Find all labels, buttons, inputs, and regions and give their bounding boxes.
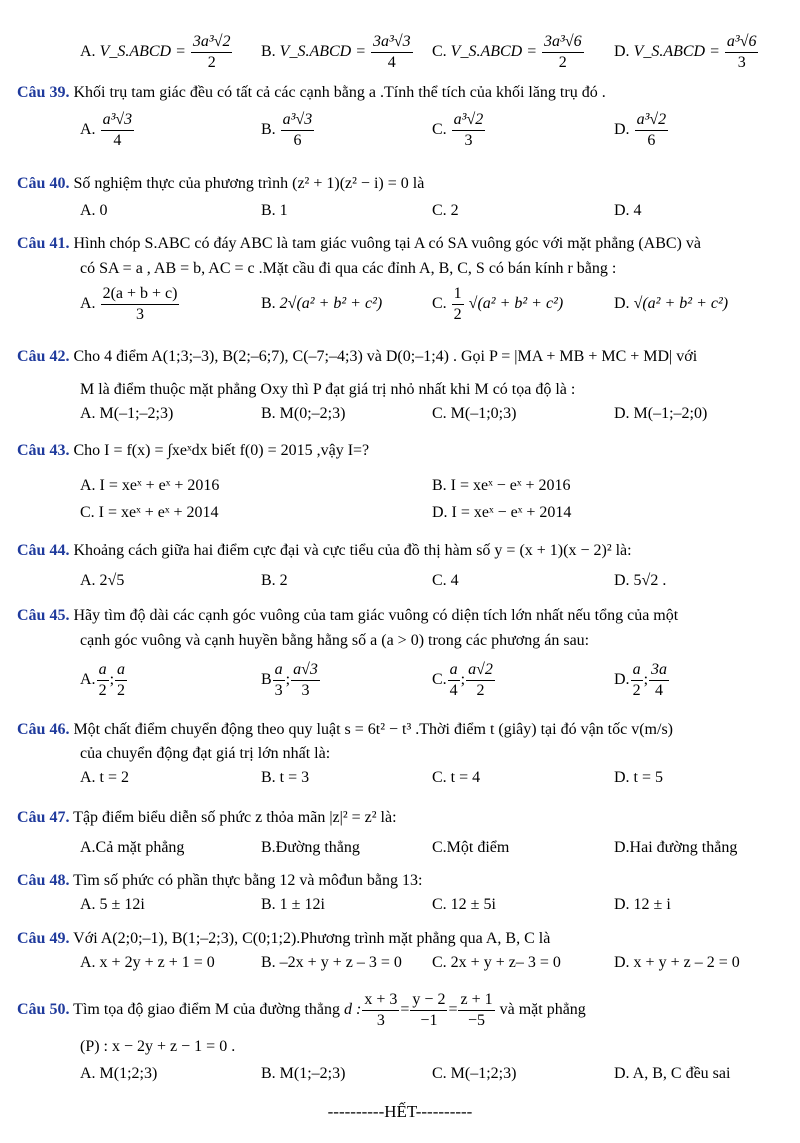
- q48-question: [17, 871, 422, 891]
- q45-a1-num: a: [97, 660, 109, 681]
- q38-option-b: [261, 32, 414, 73]
- q45-option-c: [432, 660, 496, 701]
- q42-option-c: C. M(–1;0;3): [432, 405, 517, 422]
- q42-option-a: A. M(–1;–2;3): [80, 405, 174, 422]
- q38-option-a: [80, 32, 233, 73]
- q41-option-c: [432, 284, 563, 325]
- q38-c-lhs: V_S.ABCD =: [450, 43, 538, 61]
- q38-d-den: 3: [737, 54, 746, 71]
- q38-c-den: 2: [558, 54, 567, 71]
- q41-label: Câu 41.: [17, 235, 70, 252]
- q45-b1-num: a: [273, 660, 285, 681]
- q44-option-d: D. 5√2 .: [614, 572, 667, 589]
- q50-option-c: C. M(–1;2;3): [432, 1065, 517, 1082]
- q46-question: [17, 720, 673, 740]
- q50-line-name: d :: [344, 1001, 362, 1019]
- q41-c-rest: √(a² + b² + c²): [468, 295, 564, 313]
- q43-label: Câu 43.: [17, 442, 70, 459]
- q45-a1-den: 2: [98, 682, 107, 699]
- q45-a2-num: a: [115, 660, 127, 681]
- q39-c-num: a³√2: [452, 110, 486, 131]
- q45-c1-num: a: [448, 660, 460, 681]
- q43-option-c: C. I = xeˣ + eˣ + 2014: [80, 504, 219, 521]
- q42-option-b: B. M(0;–2;3): [261, 405, 346, 422]
- q44-label: Câu 44.: [17, 542, 70, 559]
- q39-d-den: 6: [647, 132, 656, 149]
- q39-a-fraction: [101, 110, 135, 151]
- q50-text-pre: Tìm tọa độ giao điểm M của đường thẳng: [73, 1001, 341, 1019]
- q50-frac1: [362, 990, 399, 1031]
- q39-question: [17, 83, 606, 103]
- q39-a-num: a³√3: [101, 110, 135, 131]
- q43-option-b: B. I = xeˣ − eˣ + 2016: [432, 477, 571, 494]
- q41-question: [17, 234, 701, 254]
- q45-b-sep: ;: [285, 671, 291, 689]
- q38-c-num: 3a³√6: [542, 32, 584, 53]
- q40-option-b: B. 1: [261, 202, 288, 219]
- q45-a-frac2: [115, 660, 127, 701]
- q46-option-d: D. t = 5: [614, 769, 664, 786]
- q50-question: [17, 990, 586, 1031]
- q39-d-label: D.: [614, 121, 630, 139]
- q50-f3-num: z + 1: [458, 990, 494, 1011]
- q50-f1-den: 3: [376, 1012, 385, 1029]
- q44-option-c: C. 4: [432, 572, 459, 589]
- q41-line2: có SA = a , AB = b, AC = c .Mặt cầu đi qua các đỉnh A, B, C, S có bán kính r bằng :: [80, 260, 617, 277]
- q47-option-b: B.Đường thẳng: [261, 839, 360, 856]
- q48-option-d: D. 12 ± i: [614, 896, 671, 913]
- q39-option-d: [614, 110, 669, 151]
- q39-option-a: [80, 110, 135, 151]
- q46-line1: Một chất điểm chuyển động theo quy luật s = 6t² − t³ .Thời điểm t (giây) tại đó vận tốc v(m/s): [73, 721, 673, 738]
- q50-eq1: =: [400, 1001, 410, 1019]
- q50-f2-num: y − 2: [410, 990, 447, 1011]
- q49-option-d: D. x + y + z – 2 = 0: [614, 954, 740, 971]
- q45-b1-den: 3: [274, 682, 283, 699]
- q44-option-b: B. 2: [261, 572, 288, 589]
- q38-c-label: C.: [432, 43, 447, 61]
- q38-d-num: a³√6: [725, 32, 759, 53]
- q40-text: Số nghiệm thực của phương trình (z² + 1)(z² − i) = 0 là: [73, 175, 425, 192]
- q38-a-label: A.: [80, 43, 96, 61]
- q42-line2: M là điểm thuộc mặt phẳng Oxy thì P đạt giá trị nhỏ nhất khi M có tọa độ là :: [80, 381, 576, 398]
- q45-a-label: A.: [80, 671, 96, 689]
- q45-c-frac1: [448, 660, 460, 701]
- q45-d2-den: 4: [655, 682, 664, 699]
- q49-label: Câu 49.: [17, 930, 70, 947]
- q45-label: Câu 45.: [17, 607, 70, 624]
- q47-label: Câu 47.: [17, 809, 70, 826]
- q45-c2-den: 2: [476, 682, 485, 699]
- q45-d2-num: 3a: [649, 660, 669, 681]
- q46-option-c: C. t = 4: [432, 769, 481, 786]
- q39-option-b: [261, 110, 315, 151]
- q45-b2-den: 3: [301, 682, 310, 699]
- q50-eq2: =: [448, 1001, 458, 1019]
- q45-b-frac1: [273, 660, 285, 701]
- q39-c-label: C.: [432, 121, 447, 139]
- q41-b-value: 2√(a² + b² + c²): [279, 295, 383, 312]
- q38-a-den: 2: [207, 54, 216, 71]
- q44-option-a: A. 2√5: [80, 572, 125, 589]
- q42-line1: Cho 4 điểm A(1;3;–3), B(2;–6;7), C(–7;–4;3) và D(0;–1;4) . Gọi P = |MA + MB + MC + MD| với: [73, 348, 698, 365]
- q41-d-label: D.: [614, 295, 630, 312]
- q39-c-den: 3: [464, 132, 473, 149]
- q45-d1-den: 2: [632, 682, 641, 699]
- q38-b-fraction: [371, 32, 413, 73]
- q45-option-d: [614, 660, 670, 701]
- q44-question: [17, 541, 632, 561]
- q45-b-frac2: [291, 660, 320, 701]
- q38-d-fraction: [725, 32, 759, 73]
- q43-question: [17, 441, 369, 461]
- q42-question: [17, 347, 697, 367]
- q49-option-c: C. 2x + y + z– 3 = 0: [432, 954, 561, 971]
- q50-text-post: và mặt phẳng: [499, 1001, 586, 1019]
- q50-frac2: [410, 990, 447, 1031]
- q41-c-num: 1: [452, 284, 464, 305]
- q41-a-den: 3: [136, 306, 145, 323]
- q45-b-label: B: [261, 671, 272, 689]
- q39-b-fraction: [281, 110, 315, 151]
- q41-option-a: [80, 284, 180, 325]
- q39-c-fraction: [452, 110, 486, 151]
- q41-c-den: 2: [453, 306, 462, 323]
- q45-line2: cạnh góc vuông và cạnh huyền bằng hằng số a (a > 0) trong các phương án sau:: [80, 632, 590, 649]
- q39-a-label: A.: [80, 121, 96, 139]
- q38-d-label: D.: [614, 43, 630, 61]
- q39-d-fraction: [635, 110, 669, 151]
- q38-option-d: [614, 32, 759, 73]
- q48-option-b: B. 1 ± 12i: [261, 896, 325, 913]
- q40-option-a: A. 0: [80, 202, 108, 219]
- q49-question: [17, 929, 550, 949]
- q41-a-label: A.: [80, 295, 96, 313]
- q38-a-num: 3a³√2: [191, 32, 233, 53]
- q41-option-b: [261, 294, 382, 314]
- q45-d-frac2: [649, 660, 669, 701]
- q48-label: Câu 48.: [17, 872, 70, 889]
- q50-f2-den: −1: [420, 1012, 438, 1029]
- q42-label: Câu 42.: [17, 348, 70, 365]
- q38-b-den: 4: [387, 54, 396, 71]
- q46-option-b: B. t = 3: [261, 769, 310, 786]
- q45-d-label: D.: [614, 671, 630, 689]
- q46-line2: của chuyển động đạt giá trị lớn nhất là:: [80, 745, 331, 762]
- q38-a-lhs: V_S.ABCD =: [99, 43, 186, 61]
- q45-a-sep: ;: [109, 671, 115, 689]
- q45-d1-num: a: [631, 660, 643, 681]
- q38-b-label: B.: [261, 43, 276, 61]
- q44-text: Khoảng cách giữa hai điểm cực đại và cực tiểu của đồ thị hàm số y = (x + 1)(x − 2)² là:: [73, 542, 632, 559]
- q45-d-frac1: [631, 660, 643, 701]
- q38-c-fraction: [542, 32, 584, 73]
- q47-option-c: C.Một điểm: [432, 839, 510, 856]
- q39-option-c: [432, 110, 486, 151]
- q45-line1: Hãy tìm độ dài các cạnh góc vuông của tam giác vuông có diện tích lớn nhất nếu tổng của một: [73, 607, 679, 624]
- q39-b-num: a³√3: [281, 110, 315, 131]
- q39-text: Khối trụ tam giác đều có tất cả các cạnh bằng a .Tính thể tích của khối lăng trụ đó .: [73, 84, 606, 101]
- q47-question: [17, 808, 397, 828]
- q45-c2-num: a√2: [466, 660, 495, 681]
- q45-a2-den: 2: [117, 682, 126, 699]
- q45-c-sep: ;: [460, 671, 466, 689]
- q38-option-c: [432, 32, 585, 73]
- q41-c-label: C.: [432, 295, 447, 313]
- q50-line2: (P) : x − 2y + z − 1 = 0 .: [80, 1038, 236, 1055]
- q48-option-a: A. 5 ± 12i: [80, 896, 145, 913]
- q38-d-lhs: V_S.ABCD =: [633, 43, 720, 61]
- q48-option-c: C. 12 ± 5i: [432, 896, 496, 913]
- q45-c-frac2: [466, 660, 495, 701]
- q48-text: Tìm số phức có phần thực bằng 12 và môđun bằng 13:: [73, 872, 423, 889]
- q45-option-b: [261, 660, 321, 701]
- q45-b2-num: a√3: [291, 660, 320, 681]
- q50-option-d: D. A, B, C đều sai: [614, 1065, 731, 1082]
- q45-option-a: [80, 660, 128, 701]
- q43-option-d: D. I = xeˣ − eˣ + 2014: [432, 504, 572, 521]
- q45-c1-den: 4: [449, 682, 458, 699]
- q50-f1-num: x + 3: [362, 990, 399, 1011]
- q45-a-frac1: [97, 660, 109, 701]
- q39-label: Câu 39.: [17, 84, 70, 101]
- q49-text: Với A(2;0;–1), B(1;–2;3), C(0;1;2).Phương trình mặt phẳng qua A, B, C là: [73, 930, 551, 947]
- end-marker: ----------HẾT----------: [327, 1102, 473, 1121]
- q41-a-fraction: [101, 284, 180, 325]
- q42-option-d: D. M(–1;–2;0): [614, 405, 708, 422]
- q38-b-lhs: V_S.ABCD =: [279, 43, 367, 61]
- q45-d-sep: ;: [643, 671, 649, 689]
- q41-line1: Hình chóp S.ABC có đáy ABC là tam giác vuông tại A có SA vuông góc với mặt phẳng (ABC) và: [73, 235, 701, 252]
- q50-option-a: A. M(1;2;3): [80, 1065, 158, 1082]
- q41-option-d: [614, 294, 728, 314]
- q38-a-fraction: [191, 32, 233, 73]
- q47-option-a: A.Cả mặt phẳng: [80, 839, 185, 856]
- q41-b-label: B.: [261, 295, 276, 312]
- q38-b-num: 3a³√3: [371, 32, 413, 53]
- q47-text: Tập điểm biểu diễn số phức z thỏa mãn |z|² = z² là:: [73, 809, 397, 826]
- q49-option-b: B. –2x + y + z – 3 = 0: [261, 954, 402, 971]
- q45-question: [17, 606, 678, 626]
- q46-option-a: A. t = 2: [80, 769, 130, 786]
- q50-label: Câu 50.: [17, 1001, 70, 1019]
- q43-text: Cho I = f(x) = ∫xeˣdx biết f(0) = 2015 ,vậy I=?: [73, 442, 370, 459]
- q50-option-b: B. M(1;–2;3): [261, 1065, 346, 1082]
- q40-option-c: C. 2: [432, 202, 459, 219]
- q41-a-num: 2(a + b + c): [101, 284, 180, 305]
- q50-frac3: [458, 990, 494, 1031]
- q40-option-d: D. 4: [614, 202, 642, 219]
- q39-b-den: 6: [293, 132, 302, 149]
- q39-b-label: B.: [261, 121, 276, 139]
- q43-option-a: A. I = xeˣ + eˣ + 2016: [80, 477, 220, 494]
- q41-d-value: √(a² + b² + c²): [633, 295, 729, 312]
- q46-label: Câu 46.: [17, 721, 70, 738]
- q40-label: Câu 40.: [17, 175, 70, 192]
- q47-option-d: D.Hai đường thẳng: [614, 839, 738, 856]
- q40-question: [17, 174, 424, 194]
- q45-c-label: C.: [432, 671, 447, 689]
- q50-f3-den: −5: [468, 1012, 486, 1029]
- q49-option-a: A. x + 2y + z + 1 = 0: [80, 954, 215, 971]
- q39-a-den: 4: [113, 132, 122, 149]
- q41-c-fraction: [452, 284, 464, 325]
- q39-d-num: a³√2: [635, 110, 669, 131]
